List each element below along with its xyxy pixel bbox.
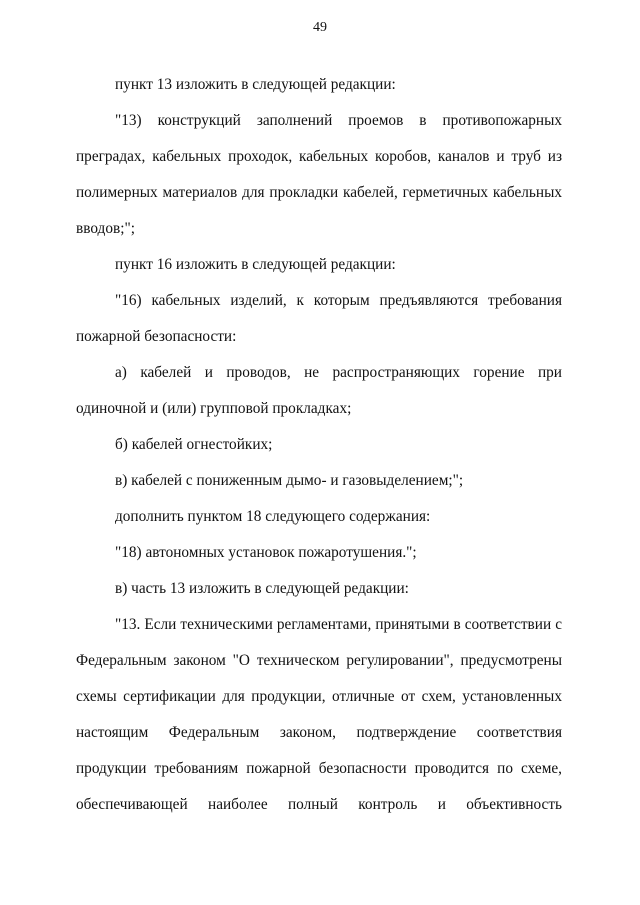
paragraph-item-18-text: "18) автономных установок пожаротушения."; xyxy=(115,544,417,561)
paragraph-part-13-text: "13. Если техническими регламентами, принятыми в соответствии с Федеральным законом "О техническом регулировании", предусмотрены схемы сертификации для продукции, отличные от схем, установленных настоящим Федеральным законом, подтверждение соответствия продукции требованиям пожарной безопасности проводится по схеме, обеспечивающей наиболее полный контроль и объективность xyxy=(76,616,562,813)
paragraph-item-16-intro: пункт 16 изложить в следующей редакции: xyxy=(115,256,396,273)
paragraph-part-13-intro: в) часть 13 изложить в следующей редакции: xyxy=(115,580,409,597)
paragraph-subitem-b: б) кабелей огнестойких; xyxy=(115,436,273,453)
page-number: 49 xyxy=(313,20,327,35)
paragraph-item-13-intro: пункт 13 изложить в следующей редакции: xyxy=(115,76,396,93)
paragraph-item-16-text: "16) кабельных изделий, к которым предъявляются требования пожарной безопасности: xyxy=(76,292,562,345)
paragraph-item-18-intro: дополнить пунктом 18 следующего содержания: xyxy=(115,508,431,525)
document-body xyxy=(76,67,562,823)
paragraph-subitem-v: в) кабелей с пониженным дымо- и газовыделением;"; xyxy=(115,472,464,489)
paragraph-subitem-a: а) кабелей и проводов, не распространяющих горение при одиночной и (или) групповой прокладках; xyxy=(76,364,562,417)
paragraph-item-13-text: "13) конструкций заполнений проемов в противопожарных преградах, кабельных проходок, кабельных коробов, каналов и труб из полимерных материалов для прокладки кабелей, герметичных кабельных вводов;"; xyxy=(76,112,562,237)
